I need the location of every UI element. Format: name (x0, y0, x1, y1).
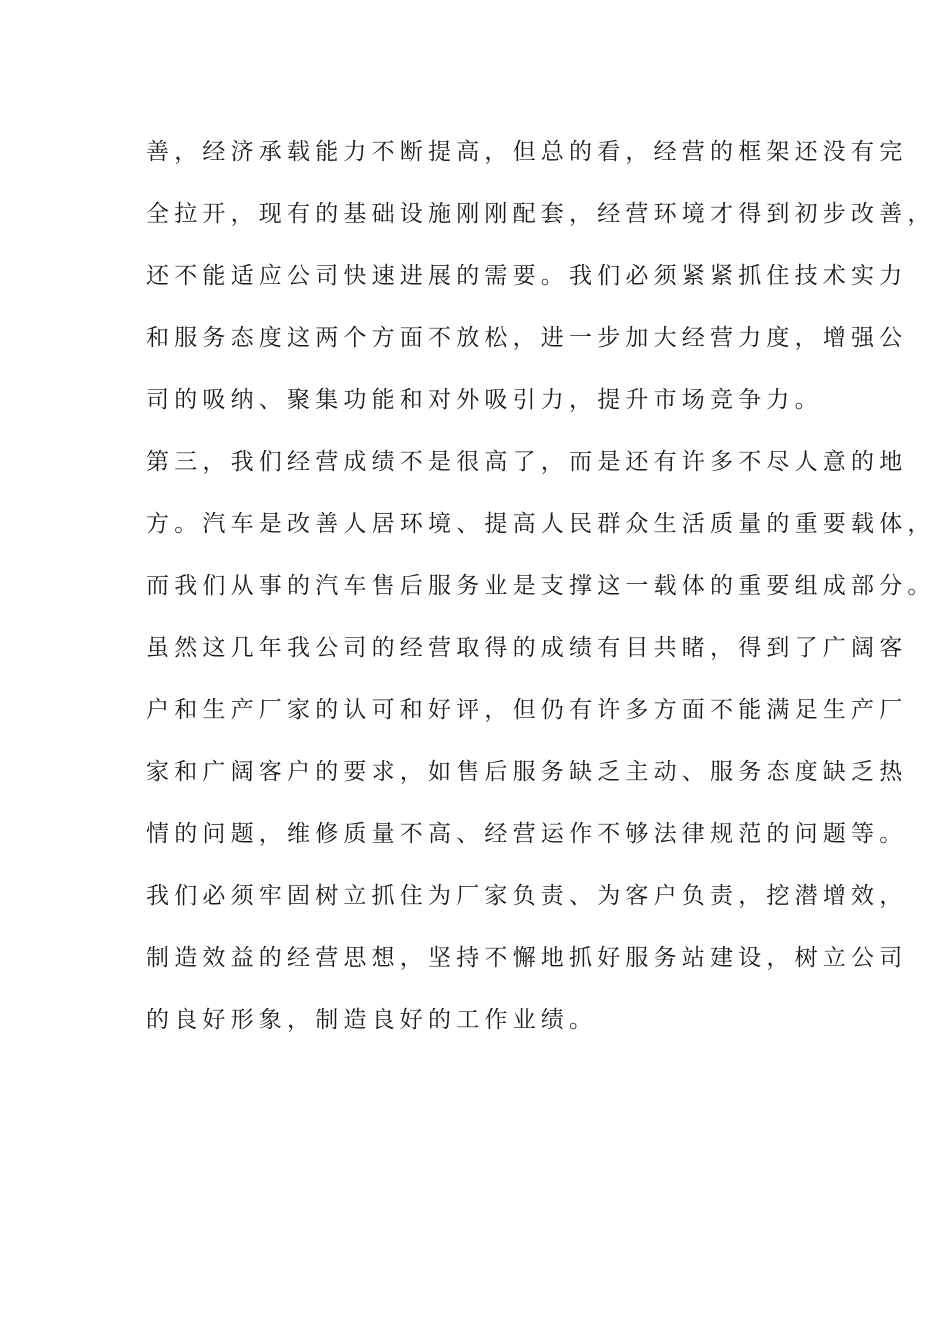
text-line: 司的吸纳、聚集功能和对外吸引力，提升市场竞争力。 (146, 387, 823, 413)
text-line: 第三，我们经营成绩不是很高了，而是还有许多不尽人意的地 (146, 449, 908, 475)
text-line: 而我们从事的汽车售后服务业是支撑这一载体的重要组成部分。 (146, 573, 936, 599)
text-line: 全拉开，现有的基础设施刚刚配套，经营环境才得到初步改善， (146, 201, 936, 227)
text-line: 方。汽车是改善人居环境、提高人民群众生活质量的重要载体， (146, 511, 936, 537)
text-line: 善，经济承载能力不断提高，但总的看，经营的框架还没有完 (146, 139, 908, 165)
text-line: 和服务态度这两个方面不放松，进一步加大经营力度，增强公 (146, 325, 908, 351)
text-line: 还不能适应公司快速进展的需要。我们必须紧紧抓住技术实力 (146, 263, 908, 289)
text-line: 情的问题，维修质量不高、经营运作不够法律规范的问题等。 (146, 821, 908, 847)
text-line: 户和生产厂家的认可和好评，但仍有许多方面不能满足生产厂 (146, 697, 908, 723)
text-line: 制造效益的经营思想，坚持不懈地抓好服务站建设，树立公司 (146, 945, 908, 971)
document-body (146, 132, 936, 1062)
text-line: 虽然这几年我公司的经营取得的成绩有目共睹，得到了广阔客 (146, 635, 908, 661)
text-line: 家和广阔客户的要求，如售后服务缺乏主动、服务态度缺乏热 (146, 759, 908, 785)
text-line: 我们必须牢固树立抓住为厂家负责、为客户负责，挖潜增效， (146, 883, 908, 909)
text-line: 的良好形象，制造良好的工作业绩。 (146, 1007, 598, 1033)
